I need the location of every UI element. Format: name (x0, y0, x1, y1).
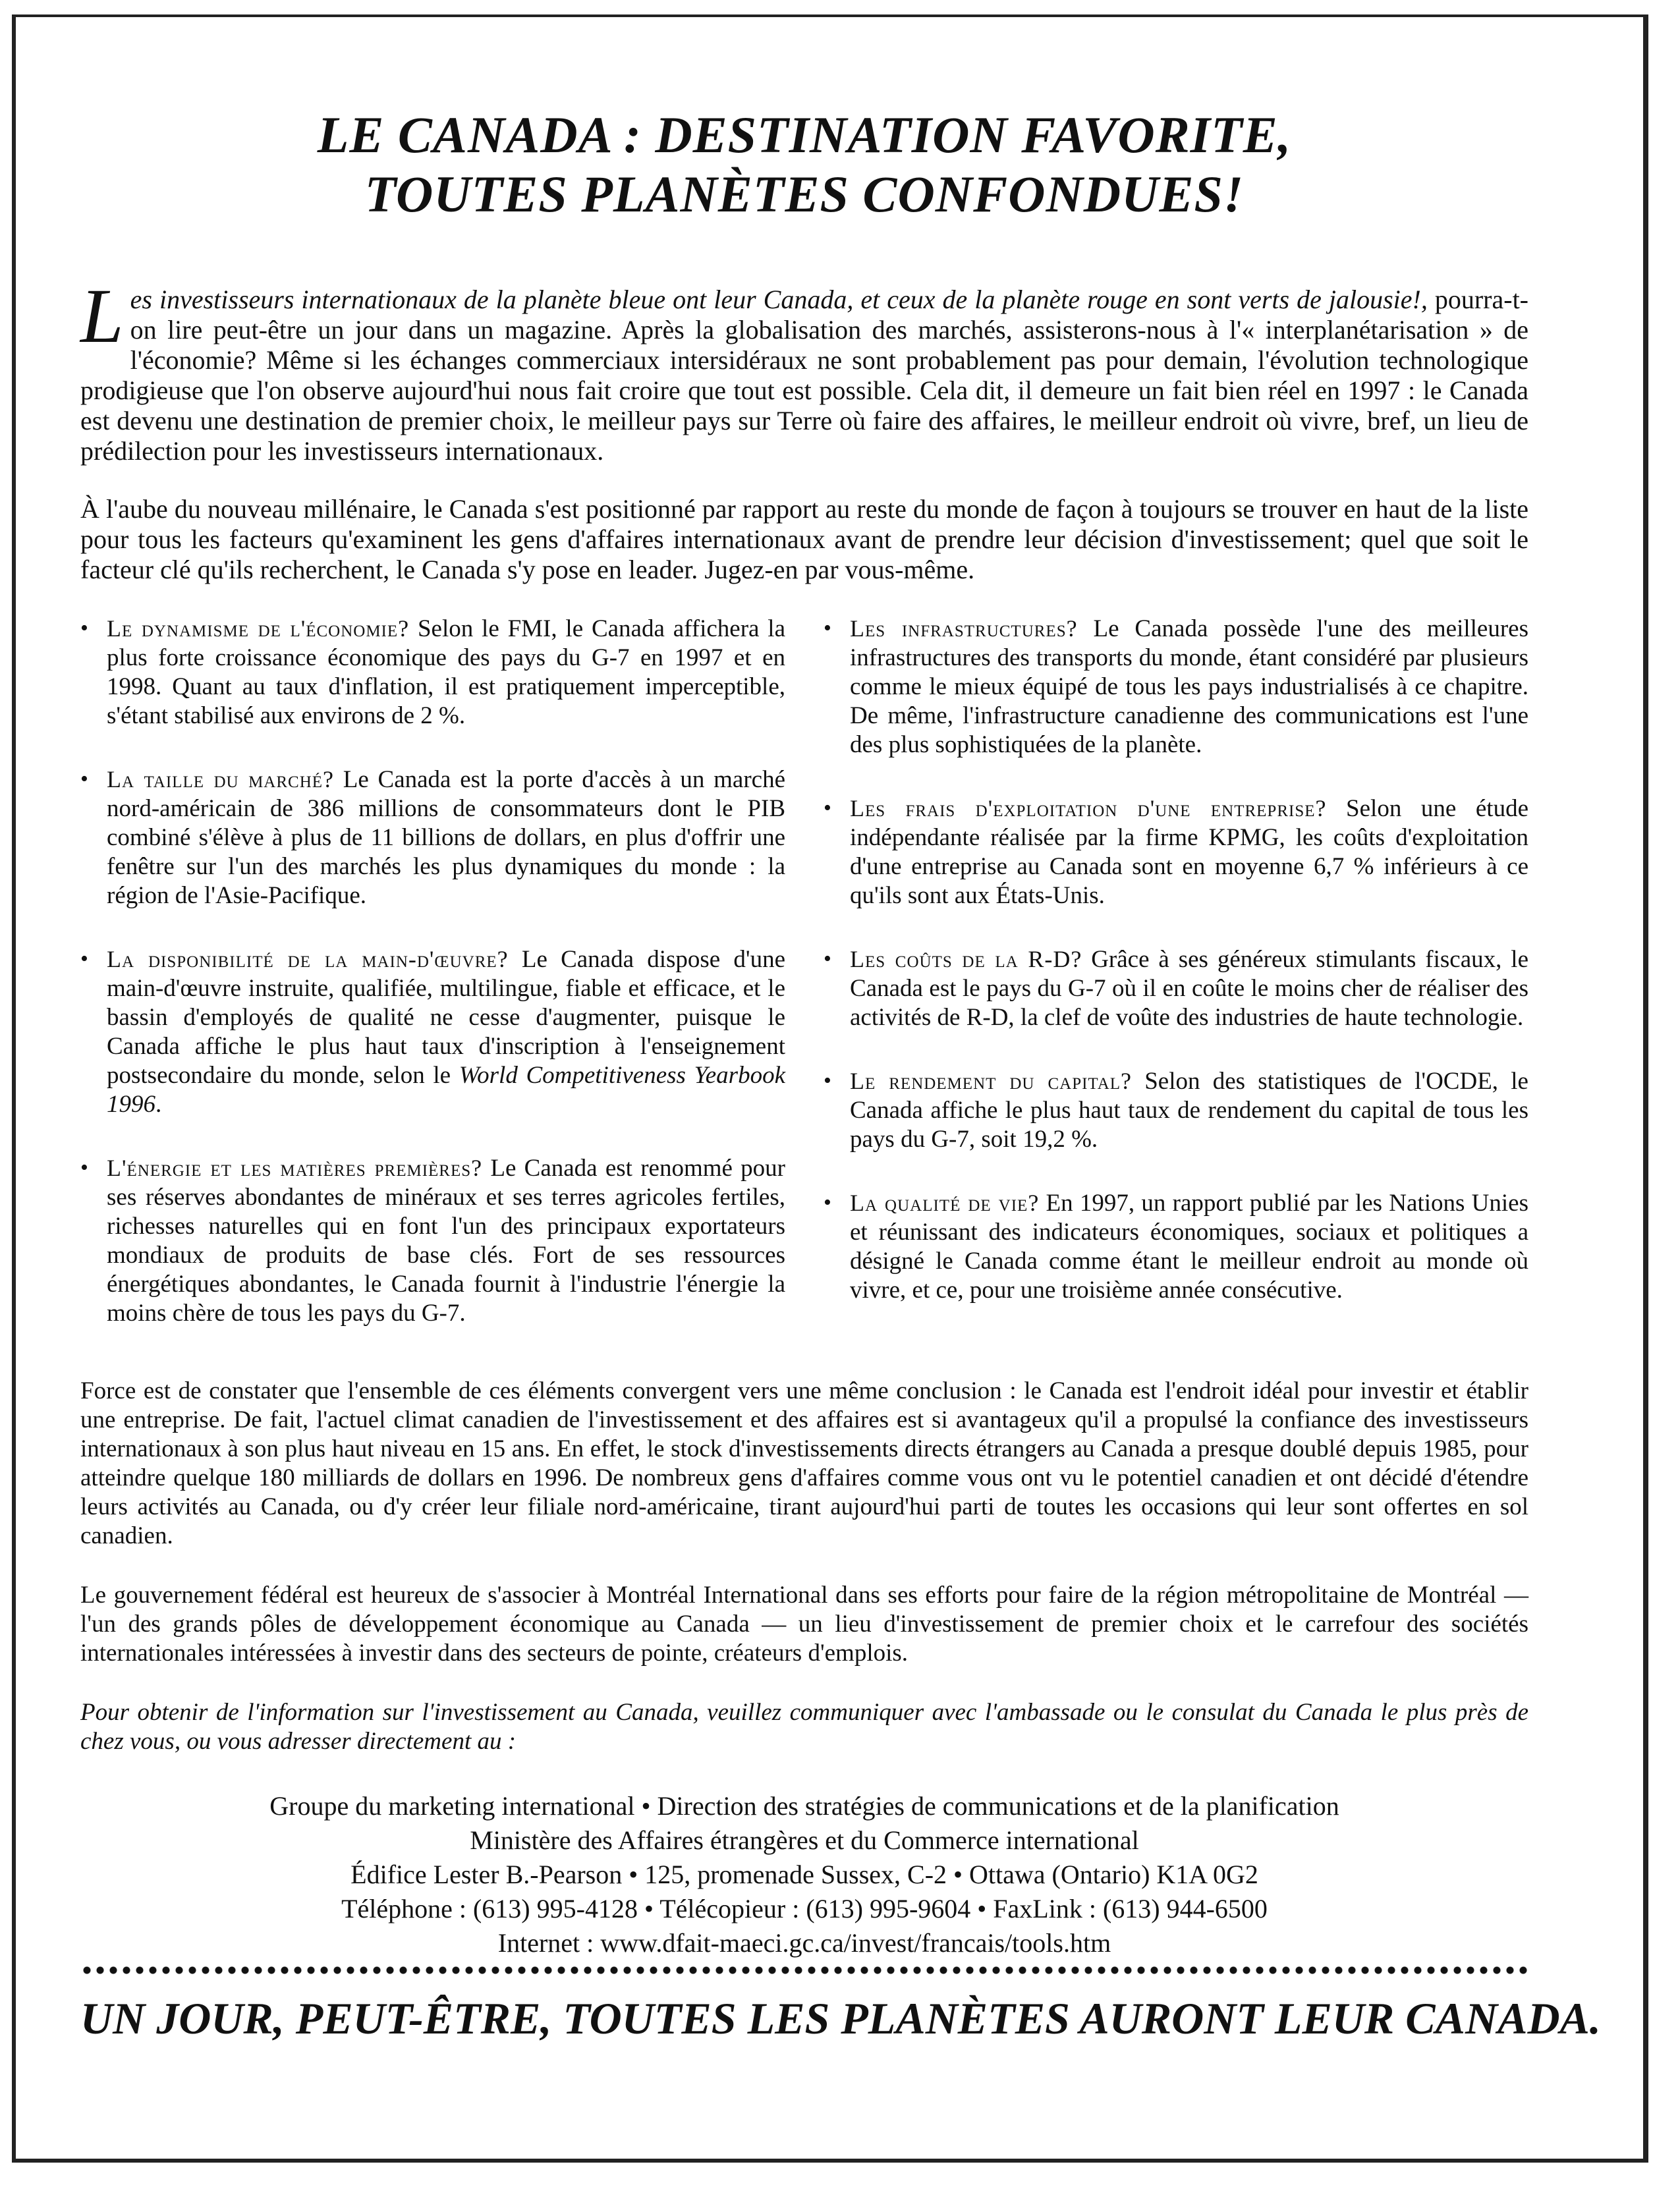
intro-paragraph (80, 273, 1529, 466)
bullet-text: Grâce à ses généreux stimulants fiscaux, le Canada est le pays du G-7 où il en coûte le moins cher de réaliser des activités de R-D, la clef de voûte des industries de haute technologie. (850, 946, 1528, 1031)
bullet-text: Selon le FMI, le Canada affichera la plus forte croissance économique des pays du G-7 en 1997 et en 1998. Quant au taux d'inflation, il est pratiquement imperceptible, s'étant stabilisé aux environs de 2 %. (107, 615, 785, 729)
bullet-text: Le Canada possède l'une des meilleures infrastructures des transports du monde, étant considéré par plusieurs comme le mieux équipé de tous les pays industrialisés à ce chapitre. De même, l'infrastructure canadienne des communications est l'une des plus sophistiquées de la planète. (850, 615, 1528, 758)
bullet-lead: Les infrastructures? (850, 615, 1078, 642)
document-content (80, 105, 1601, 2045)
bullet-item (80, 945, 785, 1119)
paragraph-3: Force est de constater que l'ensemble de ces éléments convergent vers une même conclusion : le Canada est l'endroit idéal pour investir et établir une entreprise. De fait, l'actuel climat canadien de l'investissement et des affaires est si avantageux qu'il a propulsé la confiance des investisseurs internationaux à son plus haut niveau en 15 ans. En effet, le stock d'investissements directs étrangers au Canada a presque doublé depuis 1985, pour atteindre quelque 180 milliards de dollars en 1996. De nombreux gens d'affaires comme vous ont vu le potentiel canadien et ont décidé d'étendre leurs activités au Canada, ou d'y créer leur filiale nord-américaine, tirant aujourd'hui parti de toutes les occasions qui leur sont offertes en sol canadien. (80, 1377, 1528, 1549)
left-column (80, 614, 785, 1362)
bullet-item (80, 765, 785, 910)
page-title (80, 105, 1528, 224)
paragraph-2: À l'aube du nouveau millénaire, le Canada s'est positionné par rapport au reste du monde de façon à toujours se trouver en haut de la liste pour tous les facteurs qu'examinent les gens d'affaires internationaux avant de prendre leur décision d'investissement; quel que soit le facteur clé qu'ils recherchent, le Canada s'y pose en leader. Jugez-en par vous-même. (80, 494, 1528, 584)
bullet-lead: La taille du marché? (107, 766, 335, 792)
bullet-text-end: . (155, 1091, 162, 1118)
bullet-lead: La qualité de vie? (850, 1190, 1040, 1216)
bullet-icon: • (80, 1155, 88, 1180)
intro-text: pourra-t-on lire peut-être un jour dans un magazine. Après la globalisation des marchés, assisterons-nous à l'« interplanétarisation » de l'économie? Même si les échanges commerciaux intersidéraux ne sont probablement pas pour demain, l'évolution technologique prodigieuse que l'on observe aujourd'hui nous fait croire que tout est possible. Cela dit, il demeure un fait bien réel en 1997 : le Canada est devenu une destination de premier choix, le meilleur pays sur Terre où faire des affaires, le meilleur endroit où vivre, bref, un lieu de prédilection pour les investisseurs internationaux. (80, 285, 1529, 466)
paragraph-4: Le gouvernement fédéral est heureux de s'associer à Montréal International dans ses efforts pour faire de la région métropolitaine de Montréal — l'un des grands pôles de développement économique au Canada — un lieu d'investissement de premier choix et le carrefour des sociétés internationales intéressées à investir dans des secteurs de pointe, créateurs d'emplois. (80, 1582, 1528, 1667)
bullet-text: Le Canada est la porte d'accès à un marché nord-américain de 386 millions de consommateurs dont le PIB combiné s'élève à plus de 11 billions de dollars, en plus d'offrir une fenêtre sur l'un des marchés les plus dynamiques du monde : la région de l'Asie-Pacifique. (107, 766, 785, 909)
contact-address (80, 1789, 1528, 1960)
bullet-icon: • (824, 1190, 831, 1215)
bullet-item (824, 1188, 1528, 1305)
right-column (824, 614, 1528, 1362)
bullet-lead: Les coûts de la R-D? (850, 946, 1082, 972)
factor-columns (80, 614, 1528, 1362)
bullet-icon: • (80, 767, 88, 791)
bullet-item (824, 945, 1528, 1032)
footer-tagline: UN JOUR, PEUT-ÊTRE, TOUTES LES PLANÈTES AURONT LEUR CANADA. (80, 1993, 1601, 2043)
address-line-4: Téléphone : (613) 995-4128 • Télécopieur : (613) 995-9604 • FaxLink : (613) 944-6500 (341, 1894, 1268, 1923)
bullet-icon: • (824, 796, 831, 820)
contact-intro: Pour obtenir de l'information sur l'investissement au Canada, veuillez communiquer avec l'ambassade ou le consulat du Canada le plus près de chez vous, ou vous adresser directement au : (80, 1699, 1528, 1755)
bullet-item (824, 794, 1528, 910)
bullet-icon: • (824, 1068, 831, 1093)
bullet-lead: L'énergie et les matières premières? (107, 1155, 483, 1181)
bullet-text: Selon des statistiques de l'OCDE, le Canada affiche le plus haut taux de rendement du capital de tous les pays du G-7, soit 19,2 %. (850, 1068, 1528, 1153)
bullet-text: Le Canada dispose d'une main-d'œuvre instruite, qualifiée, multilingue, fiable et efficace, et le bassin d'employés de qualité ne cesse d'augmenter, puisque le Canada affiche le plus haut taux d'inscription à l'enseignement postsecondaire du monde, selon le (107, 946, 785, 1089)
bullet-lead: Les frais d'exploitation d'une entreprise? (850, 795, 1327, 821)
address-line-1: Groupe du marketing international • Direction des stratégies de communications et de la planification (269, 1791, 1339, 1821)
bullet-italic: World Competitiveness Yearbook 1996 (107, 1062, 785, 1118)
address-line-5-internet: Internet : www.dfait-maeci.gc.ca/invest/francais/tools.htm (497, 1928, 1111, 1958)
drop-cap: L (80, 273, 124, 359)
bullet-icon: • (824, 947, 831, 971)
bullet-text: En 1997, un rapport publié par les Nations Unies et réunissant des indicateurs économiques, sociaux et politiques a désigné le Canada comme étant le meilleur endroit au monde où vivre, et ce, pour une troisième année consécutive. (850, 1190, 1528, 1304)
bullet-item (80, 614, 785, 731)
bullet-text: Selon une étude indépendante réalisée par la firme KPMG, les coûts d'exploitation d'une entreprise au Canada sont en moyenne 6,7 % inférieurs à ce qu'ils sont aux États-Unis. (850, 795, 1528, 909)
bullet-item (824, 1066, 1528, 1154)
title-line-2: TOUTES PLANÈTES CONFONDUES! (364, 165, 1245, 223)
address-line-2: Ministère des Affaires étrangères et du Commerce international (470, 1825, 1139, 1855)
bullet-lead: Le dynamisme de l'économie? (107, 615, 410, 642)
bullet-lead: Le rendement du capital? (850, 1068, 1132, 1094)
bullet-text: Le Canada est renommé pour ses réserves abondantes de minéraux et ses terres agricoles fertiles, richesses naturelles qui en font l'un des principaux exportateurs mondiaux de produits de base clés. Fort de ses ressources énergétiques abondantes, le Canada fournit à l'industrie l'énergie la moins chère de tous les pays du G-7. (107, 1155, 785, 1327)
bullet-icon: • (80, 616, 88, 640)
bullet-icon: • (824, 616, 831, 640)
title-line-1: LE CANADA : DESTINATION FAVORITE, (317, 106, 1292, 163)
bullet-lead: La disponibilité de la main-d'œuvre? (107, 946, 509, 972)
bullet-item (824, 614, 1528, 760)
bullet-item (80, 1153, 785, 1328)
address-line-3: Édifice Lester B.-Pearson • 125, promenade Sussex, C-2 • Ottawa (Ontario) K1A 0G2 (350, 1860, 1258, 1889)
bullet-icon: • (80, 947, 88, 971)
dotted-divider (80, 1966, 1528, 1975)
intro-italic: es investisseurs internationaux de la planète bleue ont leur Canada, et ceux de la planète rouge en sont verts de jalousie!, (130, 285, 1428, 314)
